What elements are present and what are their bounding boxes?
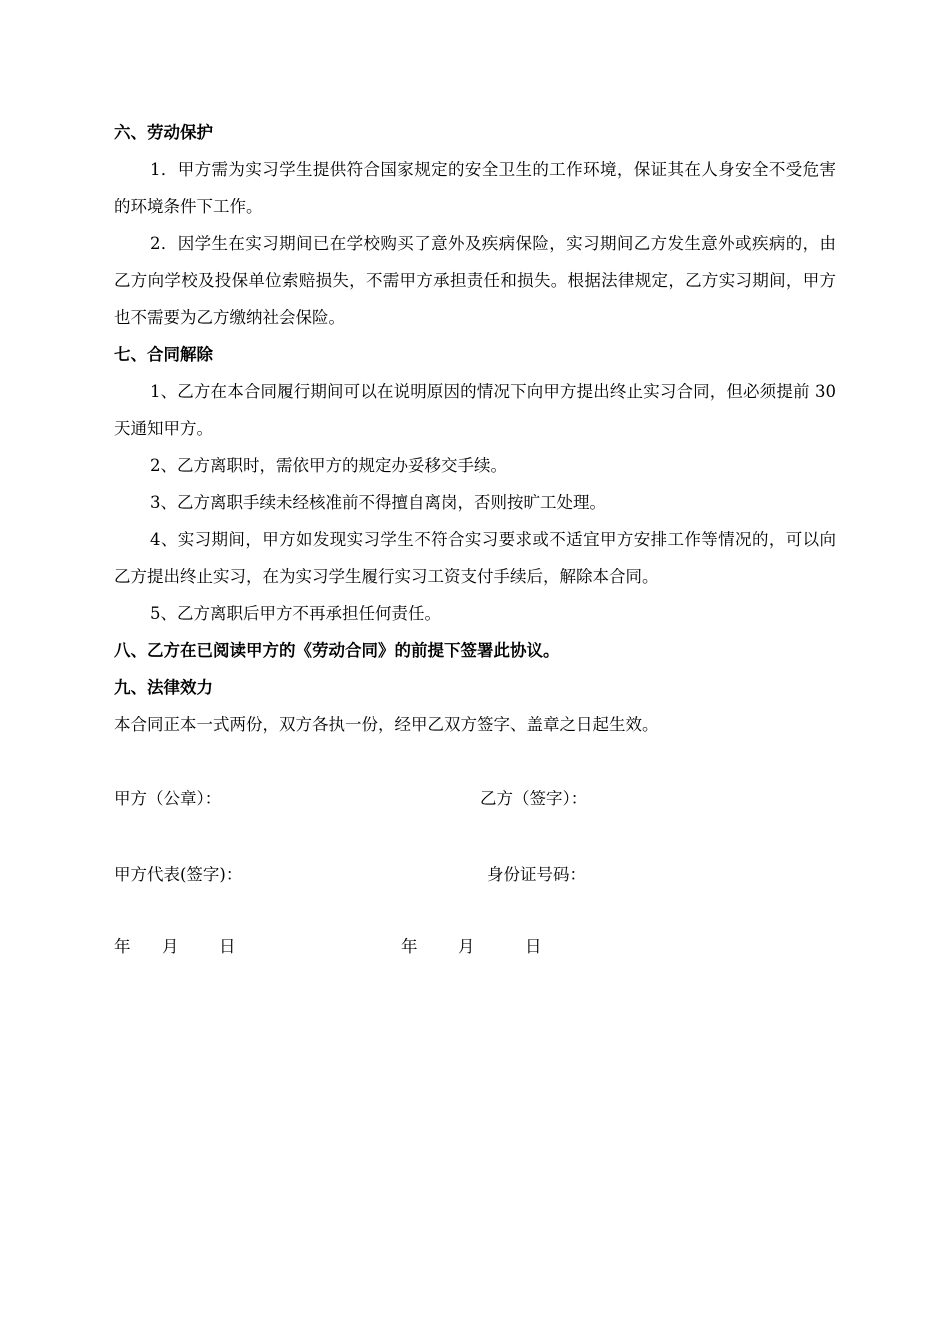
section-6-item-2: 2．因学生在实习期间已在学校购买了意外及疾病保险，实习期间乙方发生意外或疾病的，由乙方向学校及投保单位索赔损失，不需甲方承担责任和损失。根据法律规定，乙方实习期间，甲方也不需要为乙方缴纳社会保险。 xyxy=(114,234,836,327)
section-9-text: 本合同正本一式两份，双方各执一份，经甲乙双方签字、盖章之日起生效。 xyxy=(114,715,659,734)
contract-body xyxy=(114,114,836,965)
signature-row-2 xyxy=(114,856,836,893)
section-7-item-4: 4、实习期间，甲方如发现实习学生不符合实习要求或不适宜甲方安排工作等情况的，可以向乙方提出终止实习，在为实习学生履行实习工资支付手续后，解除本合同。 xyxy=(114,530,836,586)
spacer xyxy=(114,817,836,856)
section-7-item-3: 3、乙方离职手续未经核准前不得擅自离岗，否则按旷工处理。 xyxy=(150,493,606,512)
section-7-item-2: 2、乙方离职时，需依甲方的规定办妥移交手续。 xyxy=(150,456,507,475)
id-number-label: 身份证号码： xyxy=(487,865,586,884)
section-8-heading: 八、乙方在已阅读甲方的《劳动合同》的前提下签署此协议。 xyxy=(114,641,560,660)
date-left-month: 月 xyxy=(162,937,179,956)
section-9-heading: 九、法律效力 xyxy=(114,678,213,697)
spacer xyxy=(114,743,836,780)
party-b-sign-label: 乙方（签字）： xyxy=(480,789,588,808)
section-7-item-1: 1、乙方在本合同履行期间可以在说明原因的情况下向甲方提出终止实习合同，但必须提前 30 天通知甲方。 xyxy=(114,382,836,438)
date-right-year: 年 xyxy=(401,937,418,956)
date-right-day: 日 xyxy=(525,937,542,956)
party-a-rep-label: 甲方代表(签字)： xyxy=(114,865,243,884)
signature-row-1 xyxy=(114,780,836,817)
section-6-item-1: 1．甲方需为实习学生提供符合国家规定的安全卫生的工作环境，保证其在人身安全不受危害的环境条件下工作。 xyxy=(114,160,836,216)
party-a-seal-label: 甲方（公章）： xyxy=(114,789,222,808)
date-row xyxy=(114,928,836,965)
date-left-year: 年 xyxy=(114,937,131,956)
section-7-heading: 七、合同解除 xyxy=(114,345,213,364)
spacer xyxy=(114,893,836,928)
date-right-month: 月 xyxy=(458,937,475,956)
date-left-day: 日 xyxy=(219,937,236,956)
section-6-heading: 六、劳动保护 xyxy=(114,123,213,142)
section-7-item-5: 5、乙方离职后甲方不再承担任何责任。 xyxy=(150,604,441,623)
